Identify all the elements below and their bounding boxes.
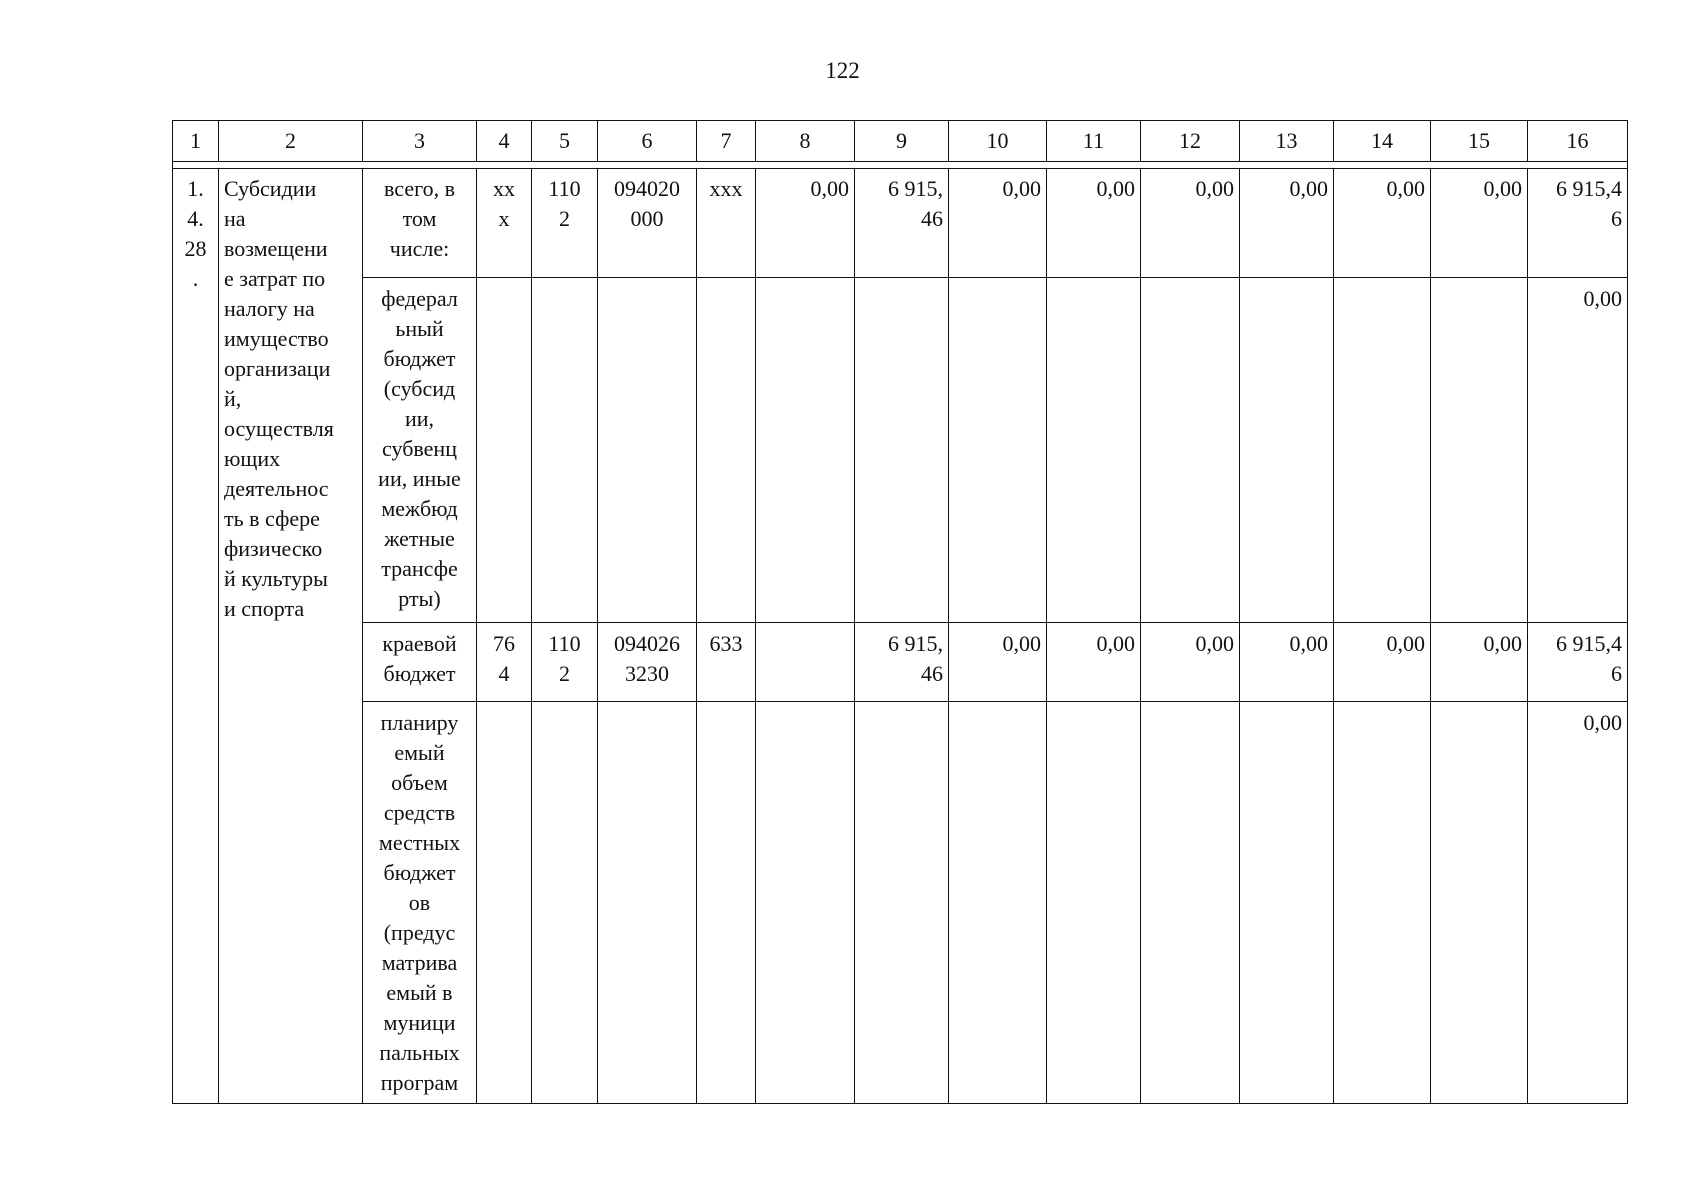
item-name: Субсидии на возмещени е затрат по налогу на имущество организаци й, осуществля ющих деятельнос ть в сфере физическо й культуры и спорта bbox=[219, 169, 363, 1104]
value-cell: 6 915, 46 bbox=[855, 169, 949, 278]
code-cell: 110 2 bbox=[532, 623, 598, 702]
code-cell bbox=[477, 702, 532, 1104]
code-cell: ххх bbox=[697, 169, 756, 278]
code-cell bbox=[598, 702, 697, 1104]
value-cell: 0,00 bbox=[1141, 623, 1240, 702]
value-cell bbox=[855, 278, 949, 623]
code-cell: 094026 3230 bbox=[598, 623, 697, 702]
value-cell bbox=[855, 702, 949, 1104]
value-cell: 6 915,4 6 bbox=[1528, 169, 1628, 278]
header-cell: 5 bbox=[532, 121, 598, 162]
code-cell bbox=[532, 278, 598, 623]
header-cell: 16 bbox=[1528, 121, 1628, 162]
code-cell: 094020 000 bbox=[598, 169, 697, 278]
header-cell: 2 bbox=[219, 121, 363, 162]
code-cell: 110 2 bbox=[532, 169, 598, 278]
value-cell: 0,00 bbox=[1334, 169, 1431, 278]
value-cell bbox=[1334, 278, 1431, 623]
code-cell bbox=[598, 278, 697, 623]
value-cell bbox=[1240, 278, 1334, 623]
row-local bbox=[173, 702, 1628, 1104]
funding-source-cell: краевой бюджет bbox=[363, 623, 477, 702]
value-cell bbox=[949, 702, 1047, 1104]
value-cell: 0,00 bbox=[1431, 623, 1528, 702]
row-regional bbox=[173, 623, 1628, 702]
header-cell: 4 bbox=[477, 121, 532, 162]
value-cell bbox=[756, 278, 855, 623]
funding-source-cell: планиру емый объем средств местных бюджет ов (предус матрива емый в муници пальных програм bbox=[363, 702, 477, 1104]
value-cell bbox=[1047, 702, 1141, 1104]
value-cell: 0,00 bbox=[1047, 623, 1141, 702]
value-cell: 0,00 bbox=[1240, 169, 1334, 278]
funding-source-cell: всего, в том числе: bbox=[363, 169, 477, 278]
header-cell: 9 bbox=[855, 121, 949, 162]
value-cell: 0,00 bbox=[1141, 169, 1240, 278]
code-cell: хх х bbox=[477, 169, 532, 278]
row-federal bbox=[173, 278, 1628, 623]
header-cell: 15 bbox=[1431, 121, 1528, 162]
page-number: 122 bbox=[825, 58, 860, 83]
header-cell: 13 bbox=[1240, 121, 1334, 162]
header-cell: 8 bbox=[756, 121, 855, 162]
value-cell: 0,00 bbox=[1431, 169, 1528, 278]
value-cell bbox=[1431, 702, 1528, 1104]
header-cell: 1 bbox=[173, 121, 219, 162]
value-cell: 6 915, 46 bbox=[855, 623, 949, 702]
value-cell bbox=[1431, 278, 1528, 623]
value-cell bbox=[756, 623, 855, 702]
value-cell: 0,00 bbox=[1528, 278, 1628, 623]
code-cell bbox=[697, 702, 756, 1104]
header-cell: 12 bbox=[1141, 121, 1240, 162]
value-cell bbox=[1334, 702, 1431, 1104]
header-spacer bbox=[173, 162, 1628, 169]
value-cell: 0,00 bbox=[1528, 702, 1628, 1104]
value-cell bbox=[756, 702, 855, 1104]
value-cell: 0,00 bbox=[756, 169, 855, 278]
header-row bbox=[173, 121, 1628, 162]
funding-source-cell: федерал ьный бюджет (субсид ии, субвенц ии, иные межбюд жетные трансфе рты) bbox=[363, 278, 477, 623]
header-cell: 3 bbox=[363, 121, 477, 162]
row-total bbox=[173, 169, 1628, 278]
value-cell: 0,00 bbox=[1240, 623, 1334, 702]
header-cell: 7 bbox=[697, 121, 756, 162]
spacer-cell bbox=[173, 162, 1628, 169]
value-cell bbox=[1141, 702, 1240, 1104]
code-cell: 76 4 bbox=[477, 623, 532, 702]
code-cell bbox=[532, 702, 598, 1104]
value-cell bbox=[949, 278, 1047, 623]
value-cell: 0,00 bbox=[1334, 623, 1431, 702]
code-cell: 633 bbox=[697, 623, 756, 702]
header-cell: 11 bbox=[1047, 121, 1141, 162]
value-cell bbox=[1240, 702, 1334, 1104]
value-cell: 6 915,4 6 bbox=[1528, 623, 1628, 702]
value-cell: 0,00 bbox=[1047, 169, 1141, 278]
value-cell bbox=[1141, 278, 1240, 623]
header-cell: 10 bbox=[949, 121, 1047, 162]
budget-table bbox=[172, 120, 1628, 1104]
header-cell: 6 bbox=[598, 121, 697, 162]
item-number: 1. 4. 28 . bbox=[173, 169, 219, 1104]
header-cell: 14 bbox=[1334, 121, 1431, 162]
value-cell bbox=[1047, 278, 1141, 623]
code-cell bbox=[477, 278, 532, 623]
value-cell: 0,00 bbox=[949, 169, 1047, 278]
value-cell: 0,00 bbox=[949, 623, 1047, 702]
code-cell bbox=[697, 278, 756, 623]
